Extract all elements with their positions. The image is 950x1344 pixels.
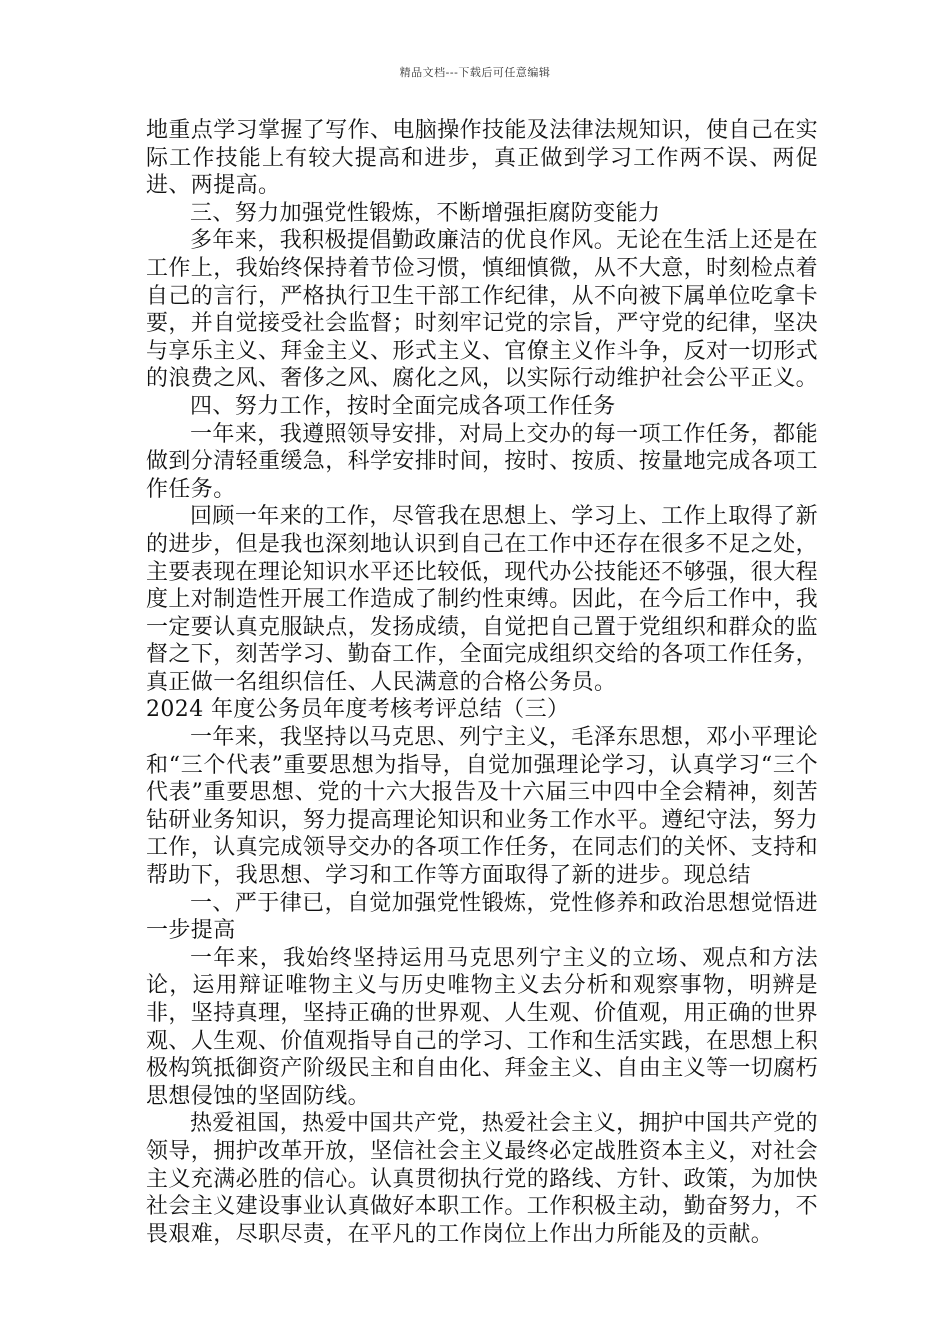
- paragraph: 热爱祖国，热爱中国共产党，热爱社会主义，拥护中国共产党的领导，拥护改革开放，坚信社会主义最终必定战胜资本主义，对社会主义充满必胜的信心。认真贯彻执行党的路线、方针、政策，为加快社会主义建设事业认真做好本职工作。工作积极主动，勤奋努力，不畏艰难，尽职尽责，在平凡的工作岗位上作出力所能及的贡献。: [146, 1111, 819, 1247]
- page-header: 精品文档---下载后可任意编辑: [399, 66, 551, 79]
- paragraph: 地重点学习掌握了写作、电脑操作技能及法律法规知识，使自己在实际工作技能上有较大提高和进步，真正做到学习工作两不误、两促进、两提高。: [146, 118, 819, 199]
- section-heading: 四、努力工作，按时全面完成各项工作任务: [190, 393, 616, 419]
- paragraph: 回顾一年来的工作，尽管我在思想上、学习上、工作上取得了新的进步，但是我也深刻地认识到自己在工作中还存在很多不足之处，主要表现在理论知识水平还比较低，现代办公技能还不够强，很大程度上对制造性开展工作造成了制约性束缚。因此，在今后工作中，我一定要认真克服缺点，发扬成绩，自觉把自己置于党组织和群众的监督之下，刻苦学习、勤奋工作，全面完成组织交给的各项工作任务，真正做一名组织信任、人民满意的合格公务员。: [146, 504, 819, 695]
- paragraph: 一年来，我坚持以马克思、列宁主义，毛泽东思想，邓小平理论和“三个代表”重要思想为指导，自觉加强理论学习，认真学习“三个代表”重要思想、党的十六大报告及十六届三中四中全会精神，刻苦钻研业务知识，努力提高理论知识和业务工作水平。遵纪守法，努力工作，认真完成领导交办的各项工作任务，在同志们的关怀、支持和帮助下，我思想、学习和工作等方面取得了新的进步。现总结: [146, 725, 819, 889]
- paragraph: 一年来，我遵照领导安排，对局上交办的每一项工作任务，都能做到分清轻重缓急，科学安排时间，按时、按质、按量地完成各项工作任务。: [146, 421, 819, 502]
- section-heading: 三、努力加强党性锻炼，不断增强拒腐防变能力: [190, 200, 661, 226]
- document-title: 2024 年度公务员年度考核考评总结（三）: [146, 697, 570, 723]
- paragraph: 一年来，我始终坚持运用马克思列宁主义的立场、观点和方法论，运用辩证唯物主义与历史唯物主义去分析和观察事物，明辨是非，坚持真理，坚持正确的世界观、人生观、价值观，用正确的世界观、人生观、价值观指导自己的学习、工作和生活实践，在思想上积极构筑抵御资产阶级民主和自由化、拜金主义、自由主义等一切腐朽思想侵蚀的坚固防线。: [146, 945, 819, 1109]
- paragraph: 多年来，我积极提倡勤政廉洁的优良作风。无论在生活上还是在工作上，我始终保持着节俭习惯，慎细慎微，从不大意，时刻检点着自己的言行，严格执行卫生干部工作纪律，从不向被下属单位吃拿卡要，并自觉接受社会监督；时刻牢记党的宗旨，严守党的纪律，坚决与享乐主义、拜金主义、形式主义、官僚主义作斗争，反对一切形式的浪费之风、奢侈之风、腐化之风，以实际行动维护社会公平正义。: [146, 228, 819, 392]
- document-body: [146, 117, 818, 1248]
- section-heading: 一、严于律已，自觉加强党性锻炼，党性修养和政治思想觉悟进一步提高: [146, 890, 818, 944]
